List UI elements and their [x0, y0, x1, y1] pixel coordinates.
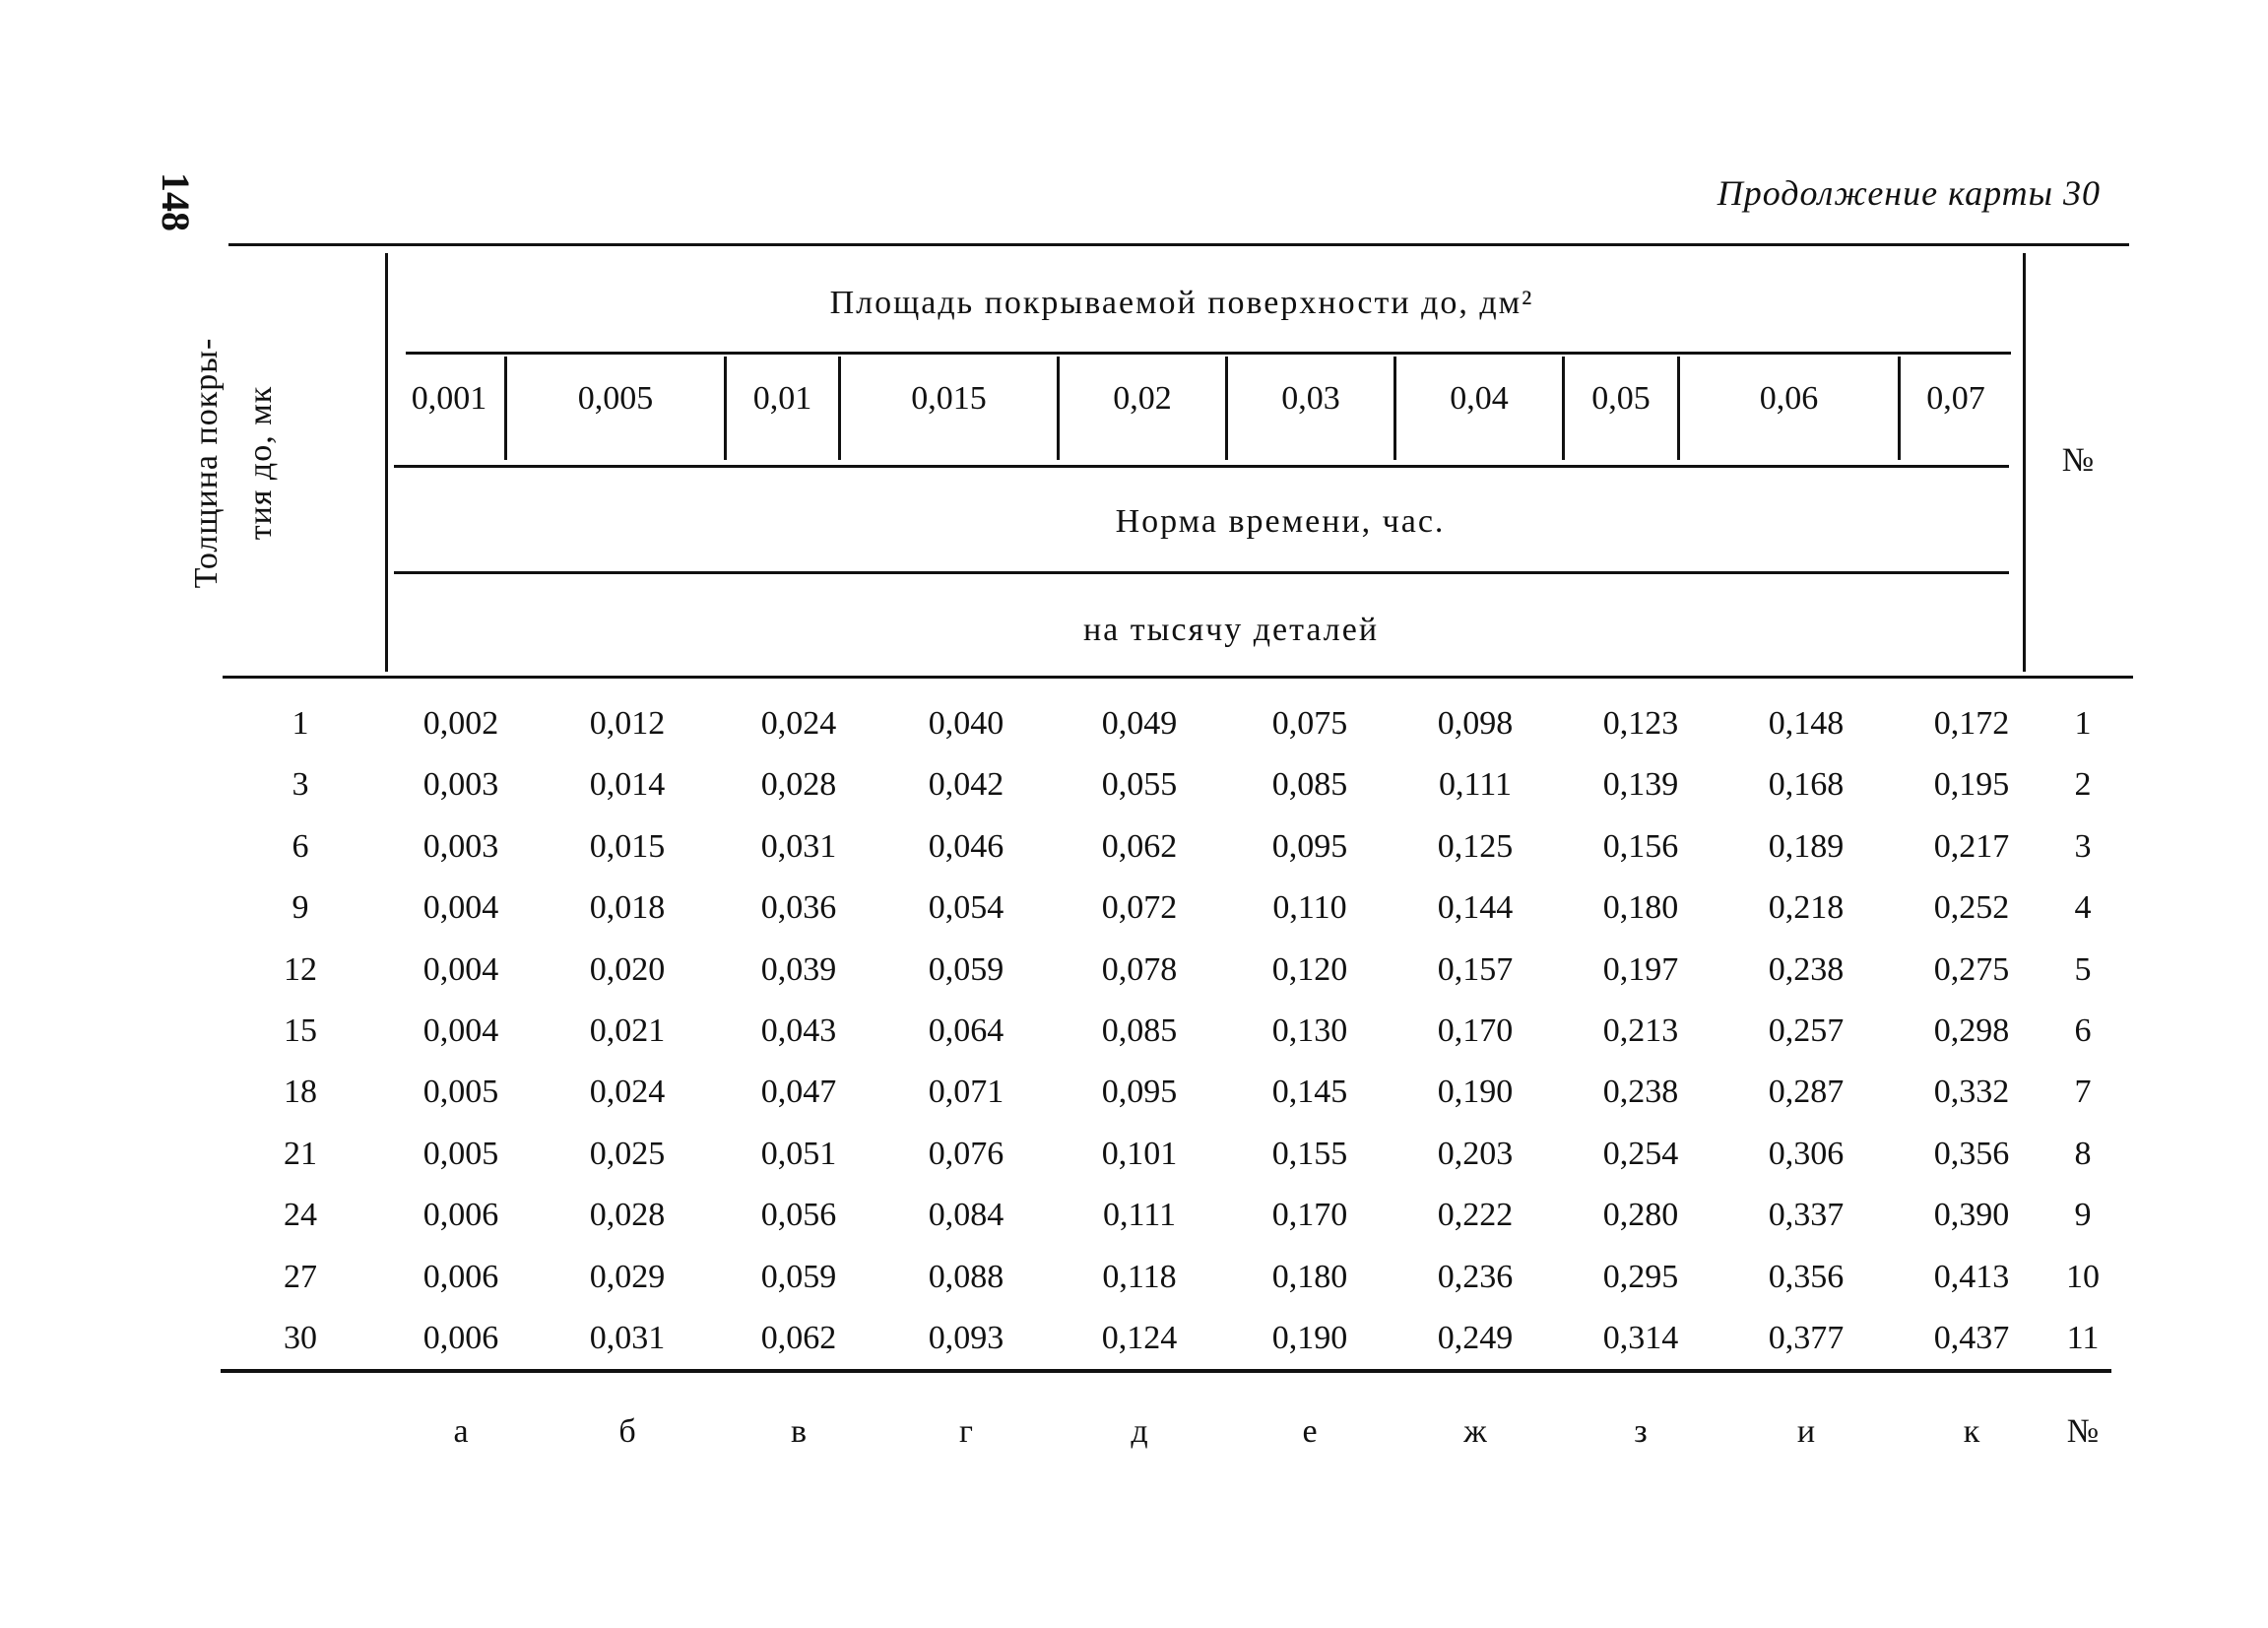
norm-cell: 0,071: [928, 1074, 1004, 1110]
norm-cell: 0,189: [1768, 828, 1845, 865]
per-thousand-label: на тысячу деталей: [1082, 612, 1380, 648]
norm-title: Норма времени, час.: [1115, 503, 1446, 540]
norm-cell: 0,130: [1271, 1012, 1348, 1049]
norm-cell: 0,029: [589, 1259, 666, 1295]
row-number: 3: [2074, 828, 2092, 865]
norm-cell: 0,123: [1602, 705, 1679, 742]
norm-cell: 0,287: [1768, 1074, 1845, 1110]
norm-cell: 0,148: [1768, 705, 1845, 742]
norm-cell: 0,197: [1602, 951, 1679, 988]
norm-cell: 0,062: [760, 1320, 837, 1356]
norm-cell: 0,257: [1768, 1012, 1845, 1049]
norm-cell: 0,002: [422, 705, 499, 742]
norm-cell: 0,028: [760, 766, 837, 803]
norm-cell: 0,190: [1437, 1074, 1514, 1110]
footer-number-label: №: [2066, 1413, 2100, 1450]
row-number: 4: [2074, 889, 2092, 926]
thickness-value: 3: [292, 766, 309, 803]
thickness-header: [179, 281, 307, 645]
thickness-value: 18: [284, 1074, 317, 1110]
area-value: 0,05: [1591, 380, 1651, 417]
norm-cell: 0,059: [928, 951, 1004, 988]
norm-cell: 0,036: [760, 889, 837, 926]
norm-cell: 0,042: [928, 766, 1004, 803]
norm-cell: 0,180: [1602, 889, 1679, 926]
norm-cell: 0,006: [422, 1197, 499, 1233]
norm-cell: 0,280: [1602, 1197, 1679, 1233]
norm-cell: 0,078: [1101, 951, 1178, 988]
header-bottom-rule: [223, 676, 2133, 679]
column-letter: и: [1796, 1413, 1816, 1450]
norm-cell: 0,095: [1101, 1074, 1178, 1110]
norm-cell: 0,059: [760, 1259, 837, 1295]
norm-cell: 0,170: [1271, 1197, 1348, 1233]
norm-cell: 0,005: [422, 1136, 499, 1172]
norm-cell: 0,295: [1602, 1259, 1679, 1295]
norm-cell: 0,110: [1272, 889, 1347, 926]
norm-cell: 0,095: [1271, 828, 1348, 865]
norm-cell: 0,076: [928, 1136, 1004, 1172]
column-letter: е: [1302, 1413, 1318, 1450]
area-value: 0,07: [1926, 380, 1985, 417]
norm-cell: 0,254: [1602, 1136, 1679, 1172]
norm-cell: 0,020: [589, 951, 666, 988]
norm-cell: 0,377: [1768, 1320, 1845, 1356]
norm-cell: 0,124: [1101, 1320, 1178, 1356]
norm-cell: 0,168: [1768, 766, 1845, 803]
row-number: 7: [2074, 1074, 2092, 1110]
norm-cell: 0,337: [1768, 1197, 1845, 1233]
norm-cell: 0,101: [1101, 1136, 1178, 1172]
norm-cell: 0,203: [1437, 1136, 1514, 1172]
norm-cell: 0,021: [589, 1012, 666, 1049]
norm-cell: 0,075: [1271, 705, 1348, 742]
norm-cell: 0,236: [1437, 1259, 1514, 1295]
norm-cell: 0,437: [1933, 1320, 2010, 1356]
thickness-header-line1: Толщина покры-: [188, 337, 225, 589]
thickness-value: 6: [292, 828, 309, 865]
column-letter: а: [453, 1413, 469, 1450]
norm-cell: 0,217: [1933, 828, 2010, 865]
norm-cell: 0,172: [1933, 705, 2010, 742]
norm-cell: 0,024: [589, 1074, 666, 1110]
norm-cell: 0,155: [1271, 1136, 1348, 1172]
norm-cell: 0,238: [1602, 1074, 1679, 1110]
thickness-value: 30: [284, 1320, 317, 1356]
norm-cell: 0,031: [589, 1320, 666, 1356]
norm-cell: 0,275: [1933, 951, 2010, 988]
row-number: 11: [2066, 1320, 2100, 1356]
norm-cell: 0,222: [1437, 1197, 1514, 1233]
thickness-value: 24: [284, 1197, 317, 1233]
thickness-column-divider: [385, 253, 388, 672]
norm-cell: 0,043: [760, 1012, 837, 1049]
norm-cell: 0,031: [760, 828, 837, 865]
norm-cell: 0,298: [1933, 1012, 2010, 1049]
row-number: 10: [2066, 1259, 2100, 1295]
norm-cell: 0,015: [589, 828, 666, 865]
norm-title-rule: [394, 571, 2009, 574]
norm-cell: 0,003: [422, 828, 499, 865]
norm-cell: 0,356: [1768, 1259, 1845, 1295]
column-letter: в: [790, 1413, 808, 1450]
page-number: 148: [154, 172, 198, 231]
norm-cell: 0,084: [928, 1197, 1004, 1233]
area-value: 0,04: [1450, 380, 1509, 417]
norm-cell: 0,004: [422, 889, 499, 926]
row-number: 2: [2074, 766, 2092, 803]
area-title-rule: [406, 352, 2011, 355]
norm-cell: 0,004: [422, 951, 499, 988]
area-value: 0,015: [911, 380, 987, 417]
row-number: 6: [2074, 1012, 2092, 1049]
column-letter: д: [1131, 1413, 1148, 1450]
area-value: 0,02: [1113, 380, 1172, 417]
norm-cell: 0,218: [1768, 889, 1845, 926]
thickness-value: 27: [284, 1259, 317, 1295]
norm-cell: 0,190: [1271, 1320, 1348, 1356]
column-letter: з: [1634, 1413, 1648, 1450]
thickness-value: 12: [284, 951, 317, 988]
norm-cell: 0,238: [1768, 951, 1845, 988]
number-column-divider: [2023, 253, 2026, 672]
norm-cell: 0,006: [422, 1320, 499, 1356]
column-letter: г: [959, 1413, 973, 1450]
row-number: 5: [2074, 951, 2092, 988]
norm-cell: 0,118: [1102, 1259, 1177, 1295]
norm-cell: 0,004: [422, 1012, 499, 1049]
norm-cell: 0,098: [1437, 705, 1514, 742]
norm-cell: 0,120: [1271, 951, 1348, 988]
column-letter: б: [618, 1413, 636, 1450]
norm-cell: 0,025: [589, 1136, 666, 1172]
thickness-value: 1: [292, 705, 309, 742]
norm-cell: 0,047: [760, 1074, 837, 1110]
norm-cell: 0,157: [1437, 951, 1514, 988]
norm-cell: 0,125: [1437, 828, 1514, 865]
norm-cell: 0,085: [1101, 1012, 1178, 1049]
area-values-rule: [394, 465, 2009, 468]
norm-cell: 0,332: [1933, 1074, 2010, 1110]
norm-cell: 0,195: [1933, 766, 2010, 803]
norm-cell: 0,356: [1933, 1136, 2010, 1172]
norm-cell: 0,028: [589, 1197, 666, 1233]
norm-cell: 0,390: [1933, 1197, 2010, 1233]
row-number: 8: [2074, 1136, 2092, 1172]
norm-cell: 0,093: [928, 1320, 1004, 1356]
column-letter: к: [1963, 1413, 1980, 1450]
thickness-header-line2: тия до, мк: [242, 385, 279, 541]
norm-cell: 0,180: [1271, 1259, 1348, 1295]
area-value: 0,01: [752, 380, 812, 417]
norm-cell: 0,054: [928, 889, 1004, 926]
norm-cell: 0,024: [760, 705, 837, 742]
table-bottom-rule: [221, 1369, 2111, 1373]
norm-cell: 0,111: [1103, 1197, 1176, 1233]
norm-cell: 0,088: [928, 1259, 1004, 1295]
area-value: 0,06: [1759, 380, 1819, 417]
thickness-value: 9: [292, 889, 309, 926]
norm-cell: 0,046: [928, 828, 1004, 865]
area-value: 0,001: [411, 380, 487, 417]
norm-cell: 0,005: [422, 1074, 499, 1110]
area-value: 0,03: [1281, 380, 1340, 417]
norm-cell: 0,040: [928, 705, 1004, 742]
norm-cell: 0,051: [760, 1136, 837, 1172]
norm-cell: 0,039: [760, 951, 837, 988]
norm-cell: 0,249: [1437, 1320, 1514, 1356]
row-number: 1: [2074, 705, 2092, 742]
norm-cell: 0,003: [422, 766, 499, 803]
number-column-header: №: [2061, 442, 2095, 479]
norm-cell: 0,085: [1271, 766, 1348, 803]
thickness-value: 21: [284, 1136, 317, 1172]
norm-cell: 0,012: [589, 705, 666, 742]
row-number: 9: [2074, 1197, 2092, 1233]
norm-cell: 0,111: [1439, 766, 1512, 803]
norm-cell: 0,413: [1933, 1259, 2010, 1295]
norm-cell: 0,055: [1101, 766, 1178, 803]
norm-cell: 0,213: [1602, 1012, 1679, 1049]
column-letter: ж: [1463, 1413, 1487, 1450]
area-title: Площадь покрываемой поверхности до, дм²: [829, 285, 1534, 321]
thickness-value: 15: [284, 1012, 317, 1049]
continuation-caption: Продолжение карты 30: [1717, 173, 2101, 213]
norm-cell: 0,156: [1602, 828, 1679, 865]
area-value: 0,005: [577, 380, 654, 417]
norm-cell: 0,252: [1933, 889, 2010, 926]
norm-cell: 0,170: [1437, 1012, 1514, 1049]
norm-cell: 0,306: [1768, 1136, 1845, 1172]
norm-cell: 0,072: [1101, 889, 1178, 926]
norm-cell: 0,018: [589, 889, 666, 926]
norm-cell: 0,014: [589, 766, 666, 803]
norm-cell: 0,145: [1271, 1074, 1348, 1110]
norm-cell: 0,049: [1101, 705, 1178, 742]
table-top-rule: [228, 243, 2129, 246]
norm-cell: 0,139: [1602, 766, 1679, 803]
norm-cell: 0,064: [928, 1012, 1004, 1049]
norm-cell: 0,006: [422, 1259, 499, 1295]
norm-cell: 0,056: [760, 1197, 837, 1233]
norm-cell: 0,314: [1602, 1320, 1679, 1356]
norm-cell: 0,062: [1101, 828, 1178, 865]
norm-cell: 0,144: [1437, 889, 1514, 926]
